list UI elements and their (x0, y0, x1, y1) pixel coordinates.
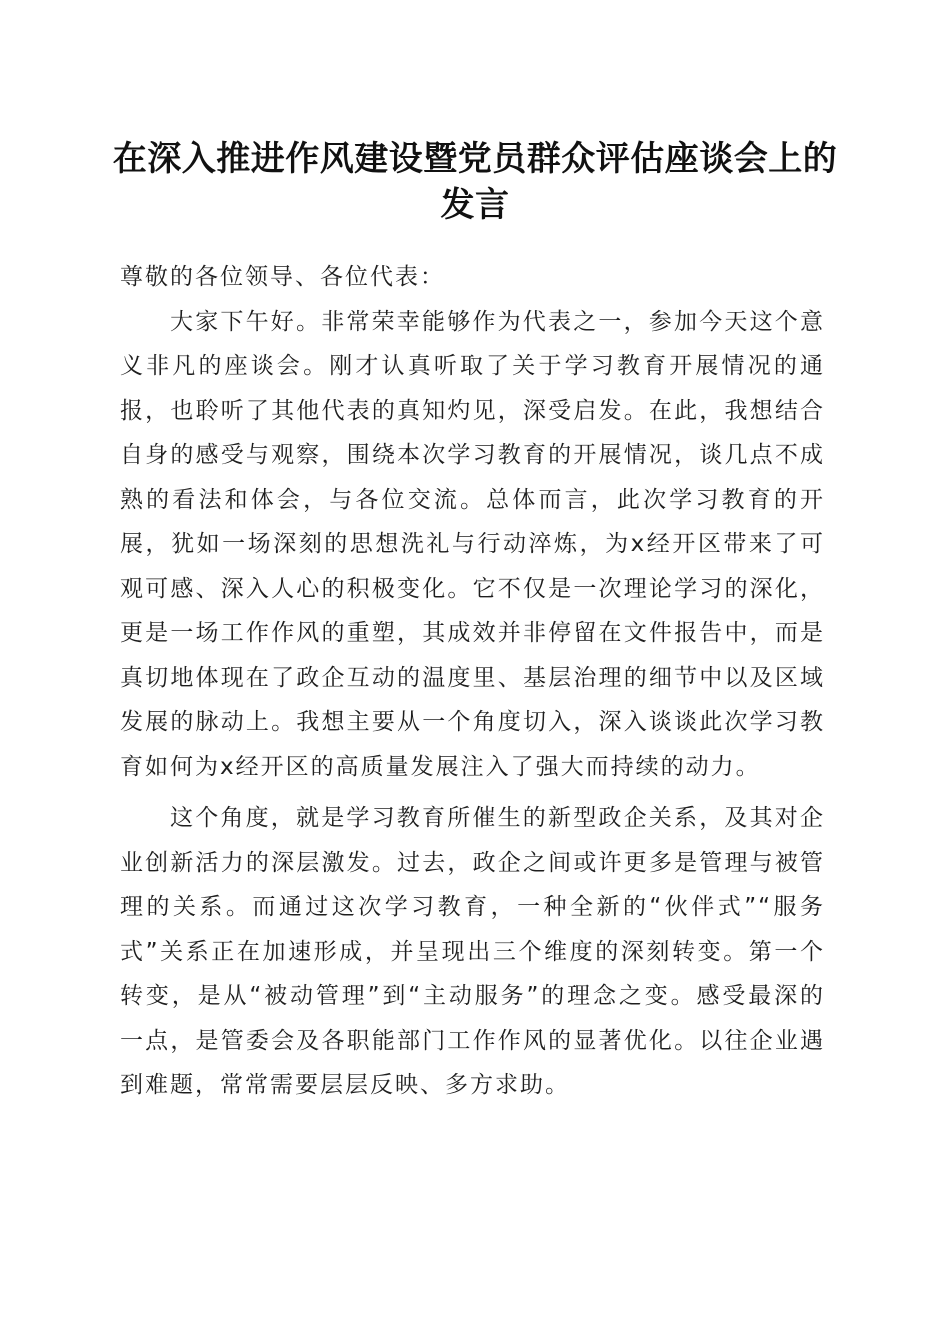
document-body (120, 255, 825, 1115)
paragraph-2: 这个角度，就是学习教育所催生的新型政企关系，及其对企业创新活力的深层激发。过去，政企之间或许更多是管理与被管理的关系。而通过这次学习教育，一种全新的“伙伴式”“服务式”关系正在加速形成，并呈现出三个维度的深刻转变。第一个转变，是从“被动管理”到“主动服务”的理念之变。感受最深的一点，是管委会及各职能部门工作作风的显著优化。以往企业遇到难题，常常需要层层反映、多方求助。 (120, 805, 825, 1098)
salutation: 尊敬的各位领导、各位代表： (120, 264, 445, 290)
document-title: 在深入推进作风建设暨党员群众评估座谈会上的发言 (112, 139, 838, 225)
paragraph-1: 大家下午好。非常荣幸能够作为代表之一，参加今天这个意义非凡的座谈会。刚才认真听取了关于学习教育开展情况的通报，也聆听了其他代表的真知灼见，深受启发。在此，我想结合自身的感受与观察，围绕本次学习教育的开展情况，谈几点不成熟的看法和体会，与各位交流。总体而言，此次学习教育的开展，犹如一场深刻的思想洗礼与行动淬炼，为x经开区带来了可观可感、深入人心的积极变化。它不仅是一次理论学习的深化，更是一场工作作风的重塑，其成效并非停留在文件报告中，而是真切地体现在了政企互动的温度里、基层治理的细节中以及区域发展的脉动上。我想主要从一个角度切入，深入谈谈此次学习教育如何为x经开区的高质量发展注入了强大而持续的动力。 (120, 308, 825, 780)
